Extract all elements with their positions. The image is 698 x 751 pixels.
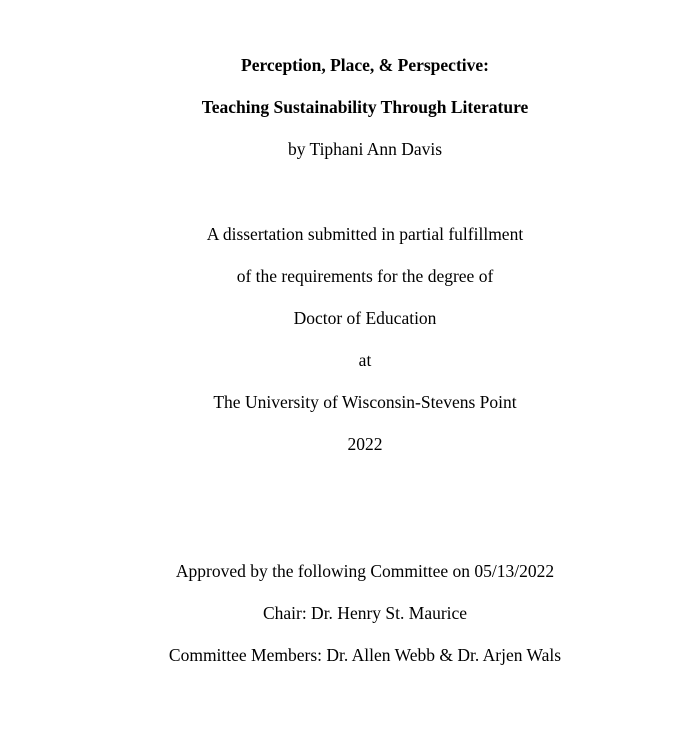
title-line-2: Teaching Sustainability Through Literature (201, 97, 529, 117)
institution-name: The University of Wisconsin-Stevens Point (213, 392, 517, 412)
title-line-1: Perception, Place, & Perspective: (241, 55, 489, 75)
committee-members: Committee Members: Dr. Allen Webb & Dr. Arjen Wals (168, 645, 562, 665)
at-text: at (358, 350, 372, 370)
committee-chair: Chair: Dr. Henry St. Maurice (262, 603, 468, 623)
author-line: by Tiphani Ann Davis (287, 139, 443, 159)
statement-line-1: A dissertation submitted in partial fulfillment (206, 224, 524, 244)
year-text: 2022 (347, 434, 383, 454)
degree-name: Doctor of Education (293, 308, 437, 328)
statement-line-2: of the requirements for the degree of (236, 266, 494, 286)
approval-line: Approved by the following Committee on 05/13/2022 (175, 561, 555, 581)
